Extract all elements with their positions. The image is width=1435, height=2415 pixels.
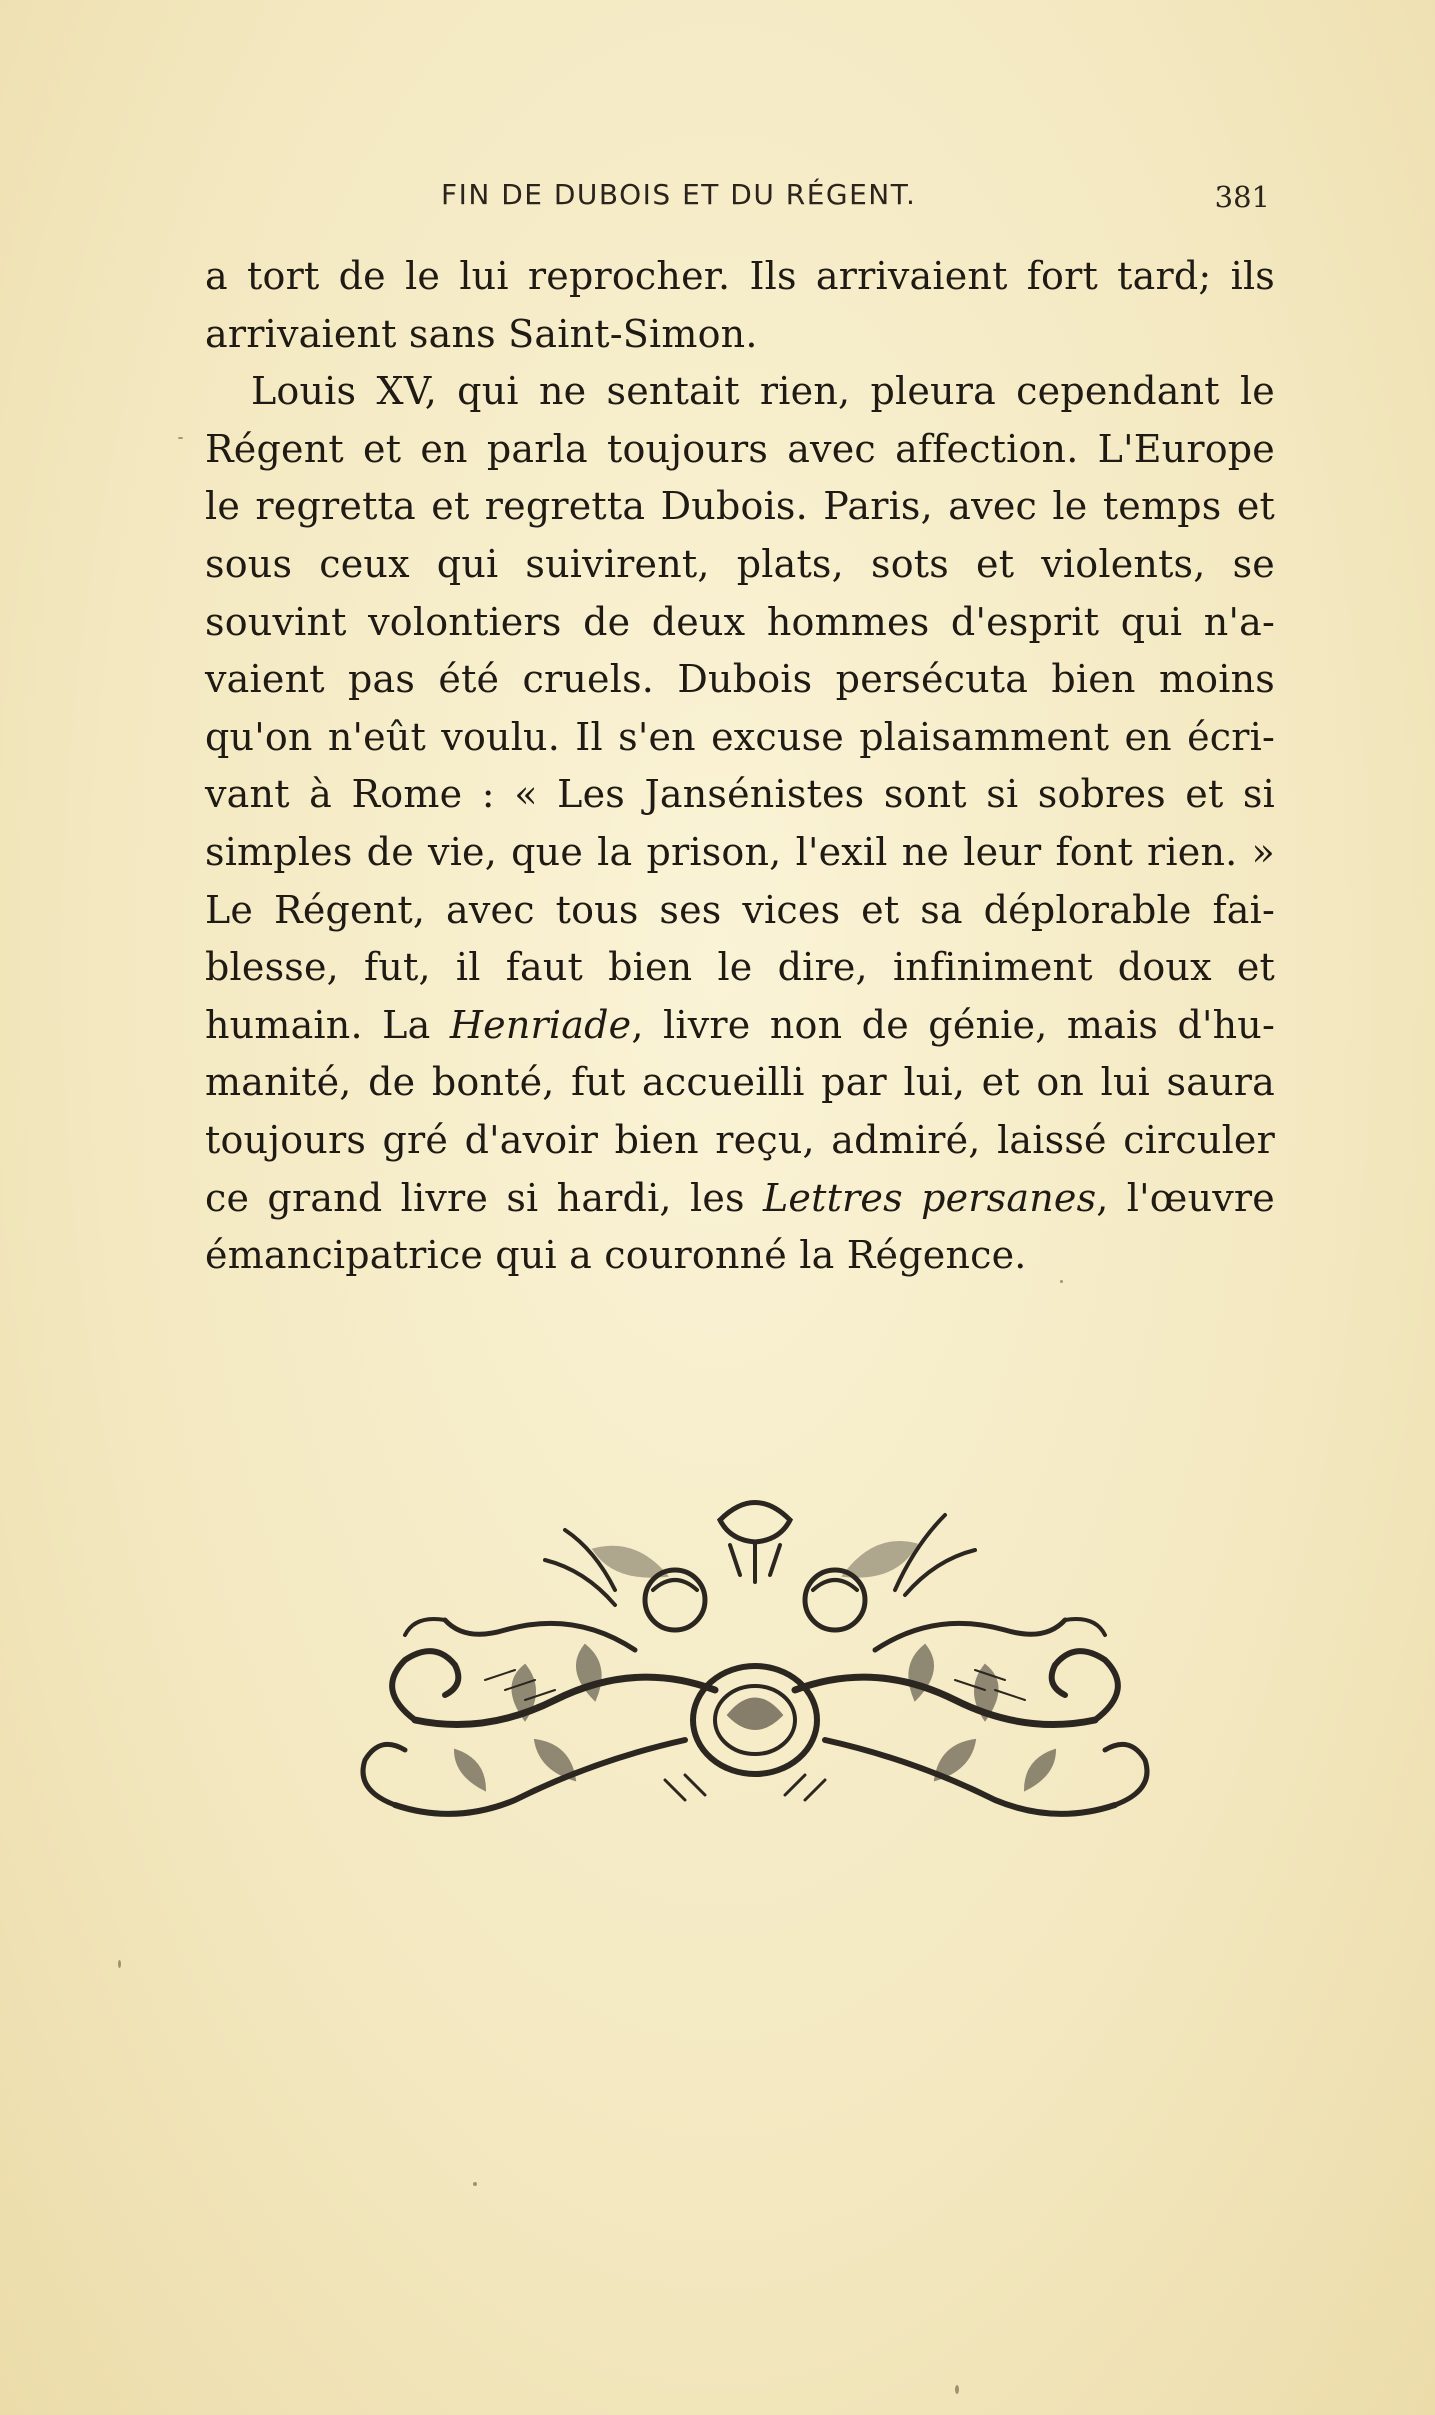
text-line: Le Régent, avec tous ses vices et sa déplorable fai- [205,887,1275,932]
text-line: toujours gré d'avoir bien reçu, admiré, laissé circuler [205,1117,1275,1162]
text-line [205,1170,1275,1228]
paper-speck [118,1960,121,1968]
page-number: 381 [1214,180,1270,214]
text-line [205,997,1275,1055]
running-title: FIN DE DUBOIS ET DU RÉGENT. [441,178,917,211]
work-title-henriade: Henriade [449,1002,632,1047]
paper-speck [178,437,183,439]
text-line: sous ceux qui suivirent, plats, sots et violents, se [205,541,1275,586]
work-title-lettres-persanes: Lettres persanes [762,1175,1097,1220]
text-segment: , livre non de génie, mais d'hu- [631,1002,1275,1047]
text-line: vaient pas été cruels. Dubois persécuta bien moins [205,657,1275,702]
text-line: blesse, fut, il faut bien le dire, infiniment doux et [205,945,1275,990]
text-line: Régent et en parla toujours avec affection. L'Europe [205,426,1275,471]
text-segment: , l'œuvre [1096,1175,1275,1220]
ornament-icon [335,1490,1175,1835]
text-segment: humain. La [205,1002,450,1047]
text-line: manité, de bonté, fut accueilli par lui, et on lui saura [205,1060,1275,1105]
running-head [205,178,1270,228]
text-line: qu'on n'eût voulu. Il s'en excuse plaisamment en écri- [205,714,1275,759]
text-line: émancipatrice qui a couronné la Régence. [205,1233,1027,1278]
paper-speck [955,2385,959,2394]
text-line: a tort de le lui reprocher. Ils arrivaient fort tard; ils [205,254,1275,298]
paper-speck [1060,1280,1063,1283]
text-line: vant à Rome : « Les Jansénistes sont si sobres et si [205,772,1275,817]
text-segment: ce grand livre si hardi, les [205,1175,763,1220]
text-line: le regretta et regretta Dubois. Paris, avec le temps et [205,484,1275,529]
body-text [205,248,1275,1285]
text-line: Louis XV, qui ne sentait rien, pleura cependant le [251,369,1275,414]
text-line: arrivaient sans Saint-Simon. [205,311,758,356]
text-line: souvint volontiers de deux hommes d'esprit qui n'a- [205,599,1275,644]
text-line: simples de vie, que la prison, l'exil ne leur font rien. » [205,829,1275,874]
paper-speck [473,2182,477,2186]
